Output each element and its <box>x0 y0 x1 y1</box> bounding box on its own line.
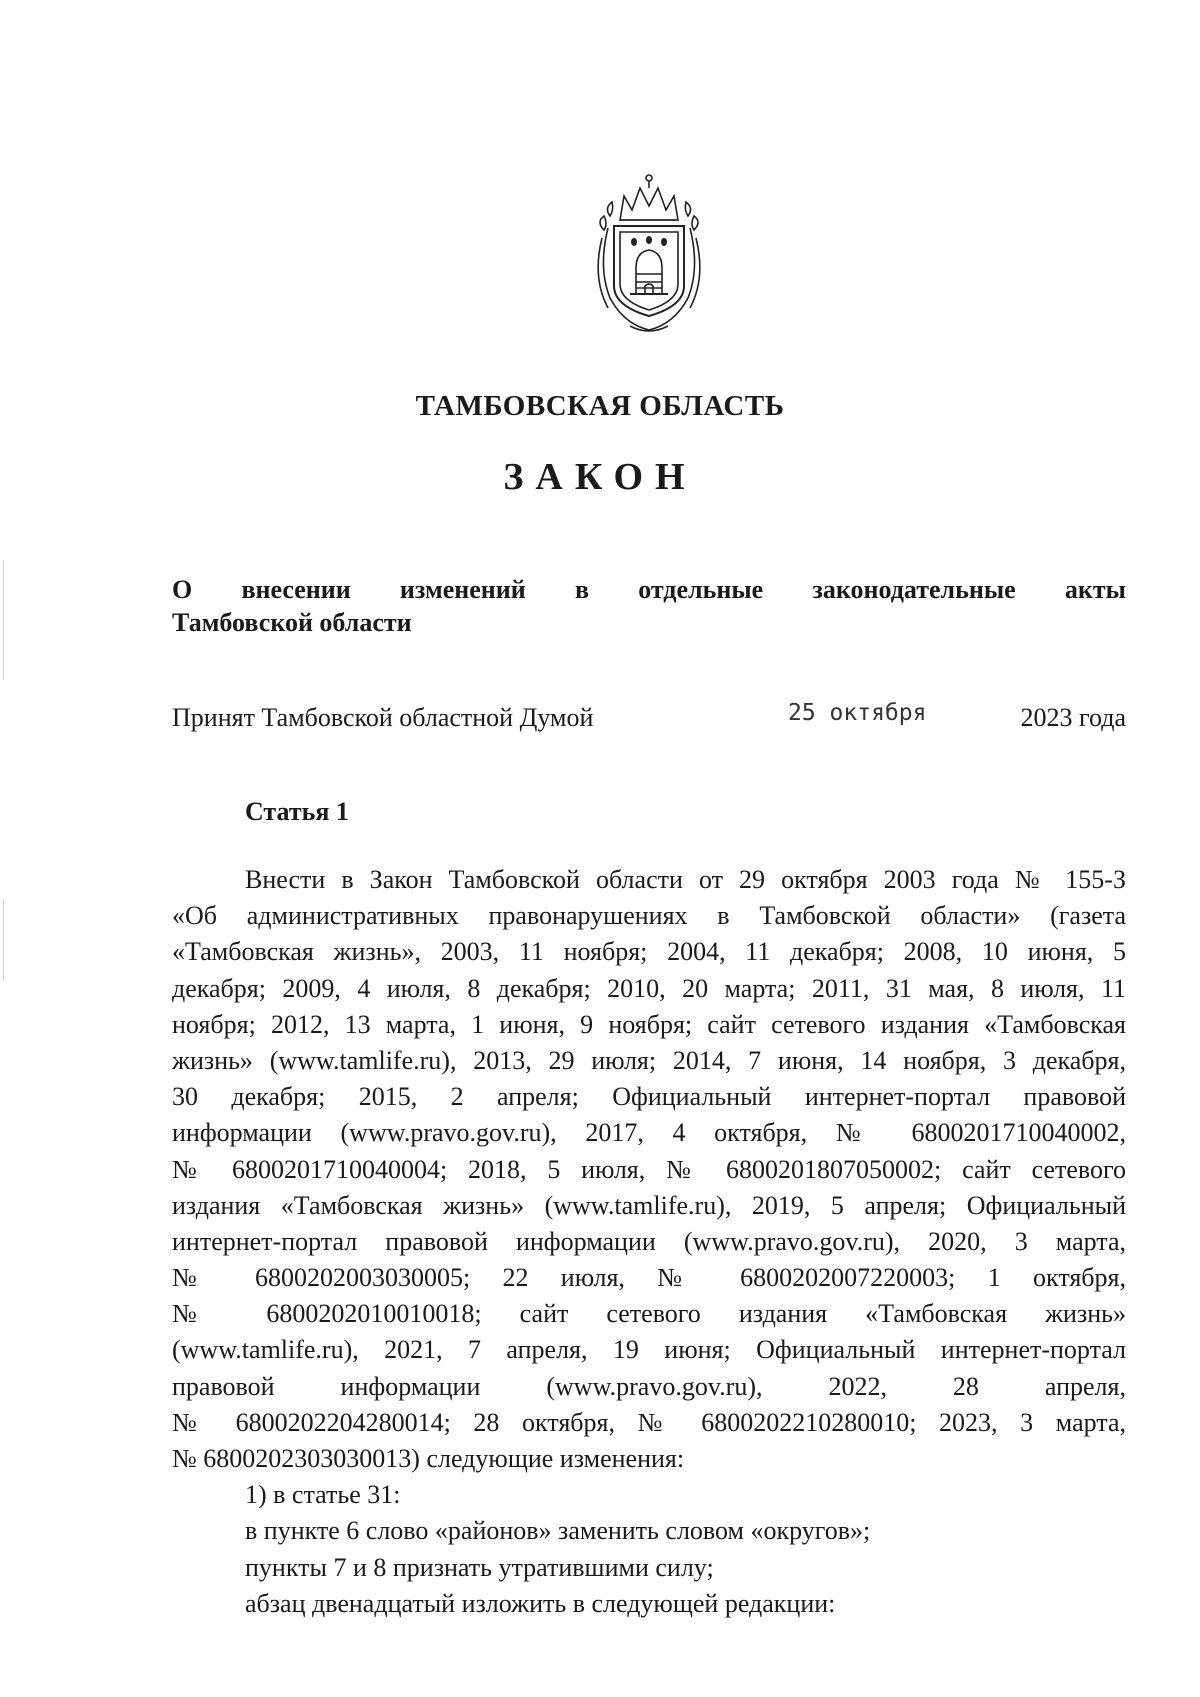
body-line: интернет-портал правовой информации (www.pravo.gov.ru), 2020, 3 марта, <box>172 1226 1126 1256</box>
body-line: № 6800201710040004; 2018, 5 июля, № 6800201807050002; сайт сетевого <box>172 1154 1126 1184</box>
scan-margin-line <box>3 900 4 980</box>
body-line: 30 декабря; 2015, 2 апреля; Официальный интернет-портал правовой <box>172 1082 1126 1112</box>
article-body <box>172 862 1126 1622</box>
body-line: декабря; 2009, 4 июля, 8 декабря; 2010, 20 марта; 2011, 31 мая, 8 июля, 11 <box>172 973 1126 1003</box>
subject-line-2: Тамбовской области <box>172 608 412 637</box>
article-heading: Статья 1 <box>245 797 349 826</box>
amendment-item: абзац двенадцатый изложить в следующей редакции: <box>245 1588 836 1618</box>
adoption-text: Принят Тамбовской областной Думой <box>172 703 594 732</box>
body-line: № 6800202204280014; 28 октября, № 6800202210280010; 2023, 3 марта, <box>172 1407 1126 1437</box>
body-line: «Об административных правонарушениях в Тамбовской области» (газета <box>172 901 1126 931</box>
body-line: Внести в Закон Тамбовской области от 29 октября 2003 года № 155-З <box>245 865 1126 894</box>
subject-word: изменений <box>399 575 526 604</box>
body-line: «Тамбовская жизнь», 2003, 11 ноября; 2004, 11 декабря; 2008, 10 июня, 5 <box>172 937 1126 967</box>
amendment-item: в пункте 6 слово «районов» заменить словом «округов»; <box>245 1516 871 1546</box>
adoption-year: 2023 года <box>1020 703 1126 732</box>
amendment-item: пункты 7 и 8 признать утратившими силу; <box>245 1552 714 1582</box>
subject-word: отдельные <box>638 575 764 604</box>
body-line: № 6800202010010018; сайт сетевого издания «Тамбовская жизнь» <box>172 1299 1126 1329</box>
amendment-item: 1) в статье 31: <box>245 1480 401 1510</box>
body-line: ноября; 2012, 13 марта, 1 июня, 9 ноября; сайт сетевого издания «Тамбовская <box>172 1009 1126 1039</box>
body-line: жизнь» (www.tamlife.ru), 2013, 29 июля; 2014, 7 июня, 14 ноября, 3 декабря, <box>172 1045 1126 1075</box>
subject-word: акты <box>1064 575 1126 604</box>
scan-margin-line <box>3 560 4 680</box>
body-line: издания «Тамбовская жизнь» (www.tamlife.ru), 2019, 5 апреля; Официальный <box>172 1190 1126 1220</box>
adoption-date-stamp: 25 октября <box>788 700 927 726</box>
coat-of-arms-icon <box>590 168 708 336</box>
subject-word: законодательные <box>812 575 1016 604</box>
body-line: (www.tamlife.ru), 2021, 7 апреля, 19 июня; Официальный интернет-портал <box>172 1335 1126 1365</box>
subject-line-1 <box>172 573 1126 606</box>
body-line: информации (www.pravo.gov.ru), 2017, 4 октября, № 6800201710040002, <box>172 1118 1126 1148</box>
region-title: ТАМБОВСКАЯ ОБЛАСТЬ <box>415 390 785 422</box>
subject-word: в <box>574 575 589 604</box>
body-line: правовой информации (www.pravo.gov.ru), 2022, 28 апреля, <box>172 1371 1126 1401</box>
body-line: № 6800202303030013) следующие изменения: <box>172 1444 685 1473</box>
subject-word: внесении <box>241 575 351 604</box>
body-line: № 6800202003030005; 22 июля, № 6800202007220003; 1 октября, <box>172 1263 1126 1293</box>
adoption-line <box>172 700 1126 737</box>
subject-word: О <box>172 575 193 604</box>
law-subject <box>172 573 1126 639</box>
document-type-title: ЗАКОН <box>503 456 697 498</box>
